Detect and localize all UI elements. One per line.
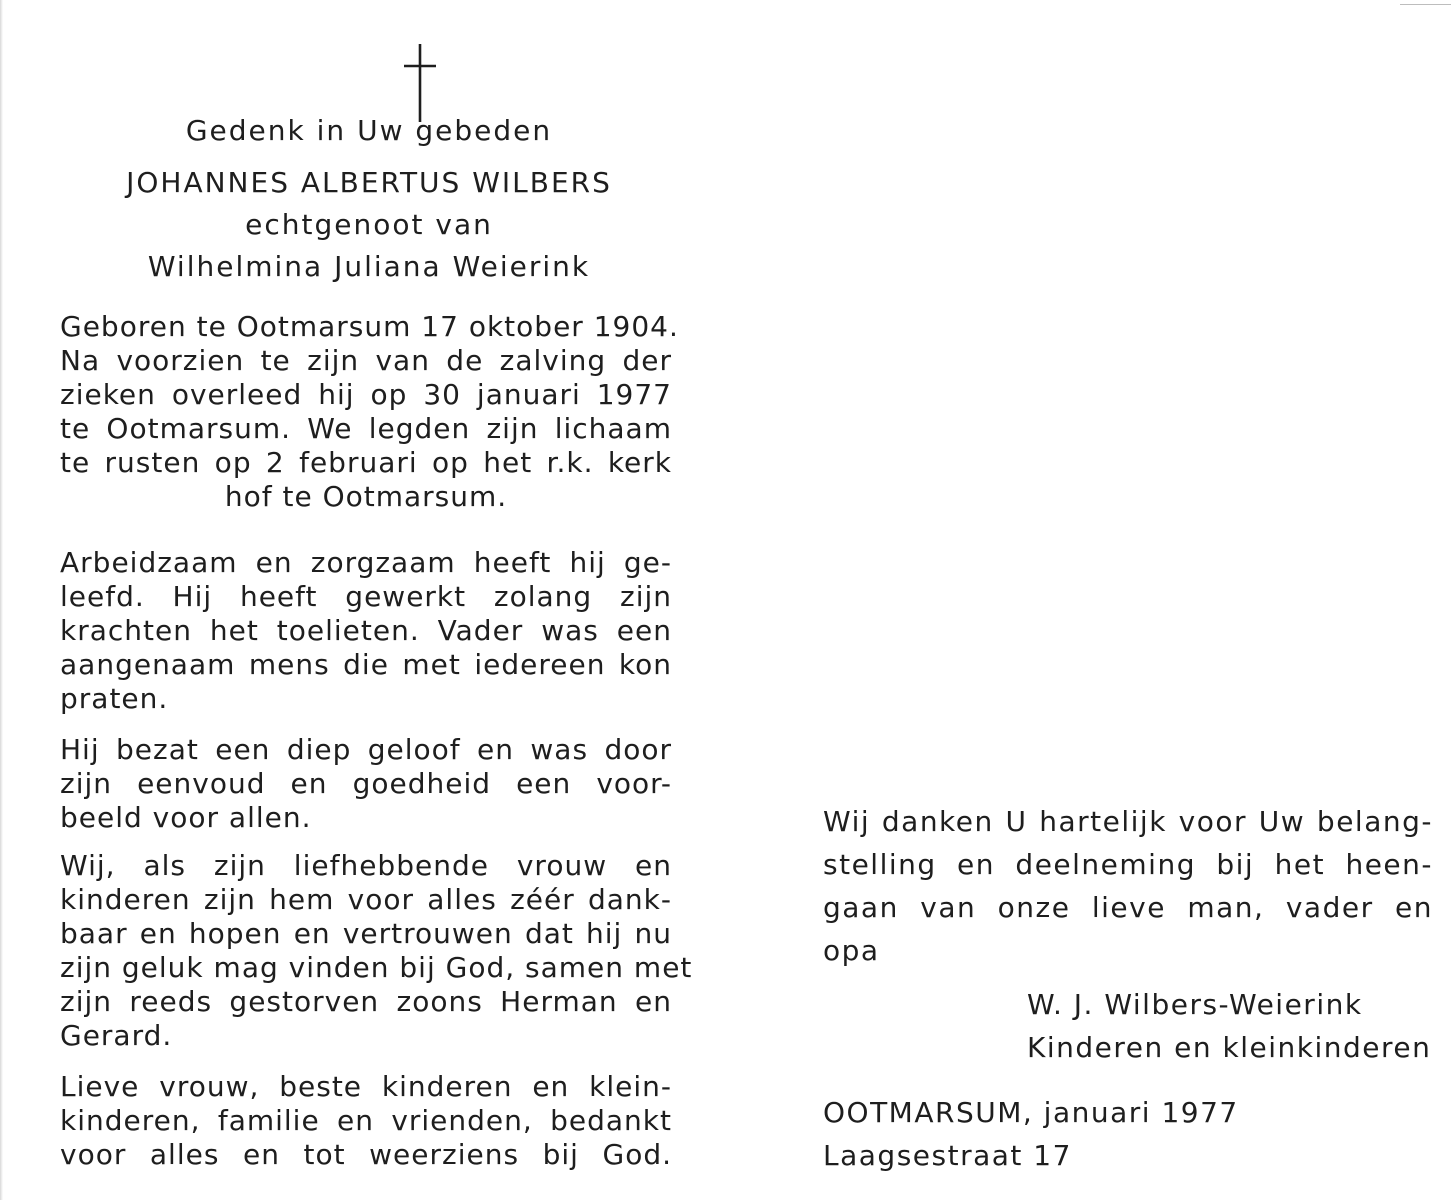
card-edge-top — [1400, 4, 1451, 5]
paragraph-line: zijn geluk mag vinden bij God, samen met — [60, 951, 693, 984]
paragraph-line: gaan van onze lieve man, vader en — [823, 891, 1433, 924]
paragraph-line: Wij, als zijn liefhebbende vrouw en — [60, 849, 672, 882]
invocation: Gedenk in Uw gebeden — [185, 114, 553, 147]
paragraph-line: krachten het toelieten. Vader was een — [60, 614, 672, 647]
paragraph-line: Hij bezat een diep geloof en was door — [60, 733, 672, 766]
paragraph-line: leefd. Hij heeft gewerkt zolang zijn — [60, 580, 672, 613]
paragraph-line: stelling en deelneming bij het heen- — [823, 848, 1433, 881]
cross-icon — [400, 40, 440, 124]
paragraph-line: Geboren te Ootmarsum 17 oktober 1904. — [60, 310, 679, 343]
paragraph-line: Lieve vrouw, beste kinderen en klein- — [60, 1070, 672, 1103]
paragraph-line: voor alles en tot weerziens bij God. — [60, 1138, 672, 1171]
place-date: OOTMARSUM, januari 1977 — [823, 1096, 1239, 1129]
paragraph-line: kinderen zijn hem voor alles zéér dank- — [60, 883, 672, 916]
character-paragraph — [60, 546, 672, 716]
paragraph-line: zieken overleed hij op 30 januari 1977 — [60, 378, 672, 411]
relation-text: echtgenoot van — [245, 208, 493, 241]
paragraph-line: baar en hopen en vertrouwen dat hij nu — [60, 917, 672, 950]
spouse-name: Wilhelmina Juliana Weierink — [147, 250, 591, 283]
paragraph-line: Na voorzien te zijn van de zalving der — [60, 344, 672, 377]
paragraph-line: kinderen, familie en vrienden, bedankt — [60, 1104, 672, 1137]
paragraph-line: Arbeidzaam en zorgzaam heeft hij ge- — [60, 546, 672, 579]
paragraph-line: te Ootmarsum. We legden zijn lichaam — [60, 412, 672, 445]
paragraph-line: praten. — [60, 682, 169, 715]
birth-death-paragraph — [60, 310, 679, 514]
widow-signature: W. J. Wilbers-Weierink — [1027, 988, 1363, 1021]
paragraph-line: hof te Ootmarsum. — [224, 480, 508, 513]
paragraph-line: te rusten op 2 februari op het r.k. kerk — [60, 446, 672, 479]
paragraph-line: opa — [823, 934, 880, 967]
paragraph-line: beeld voor allen. — [60, 801, 312, 834]
thanks-paragraph — [823, 800, 1433, 972]
faith-paragraph — [60, 733, 672, 835]
paragraph-line: Wij danken U hartelijk voor Uw belang- — [823, 805, 1433, 838]
paragraph-line: zijn eenvoud en goedheid een voor- — [60, 767, 672, 800]
family-paragraph — [60, 849, 693, 1053]
family-signature: Kinderen en kleinkinderen — [1027, 1031, 1432, 1064]
paragraph-line: Gerard. — [60, 1019, 173, 1052]
farewell-paragraph — [60, 1070, 672, 1172]
paragraph-line: zijn reeds gestorven zoons Herman en — [60, 985, 672, 1018]
address: Laagsestraat 17 — [823, 1139, 1072, 1172]
deceased-name: JOHANNES ALBERTUS WILBERS — [126, 166, 612, 199]
card-edge-left — [0, 0, 3, 1200]
paragraph-line: aangenaam mens die met iedereen kon — [60, 648, 672, 681]
